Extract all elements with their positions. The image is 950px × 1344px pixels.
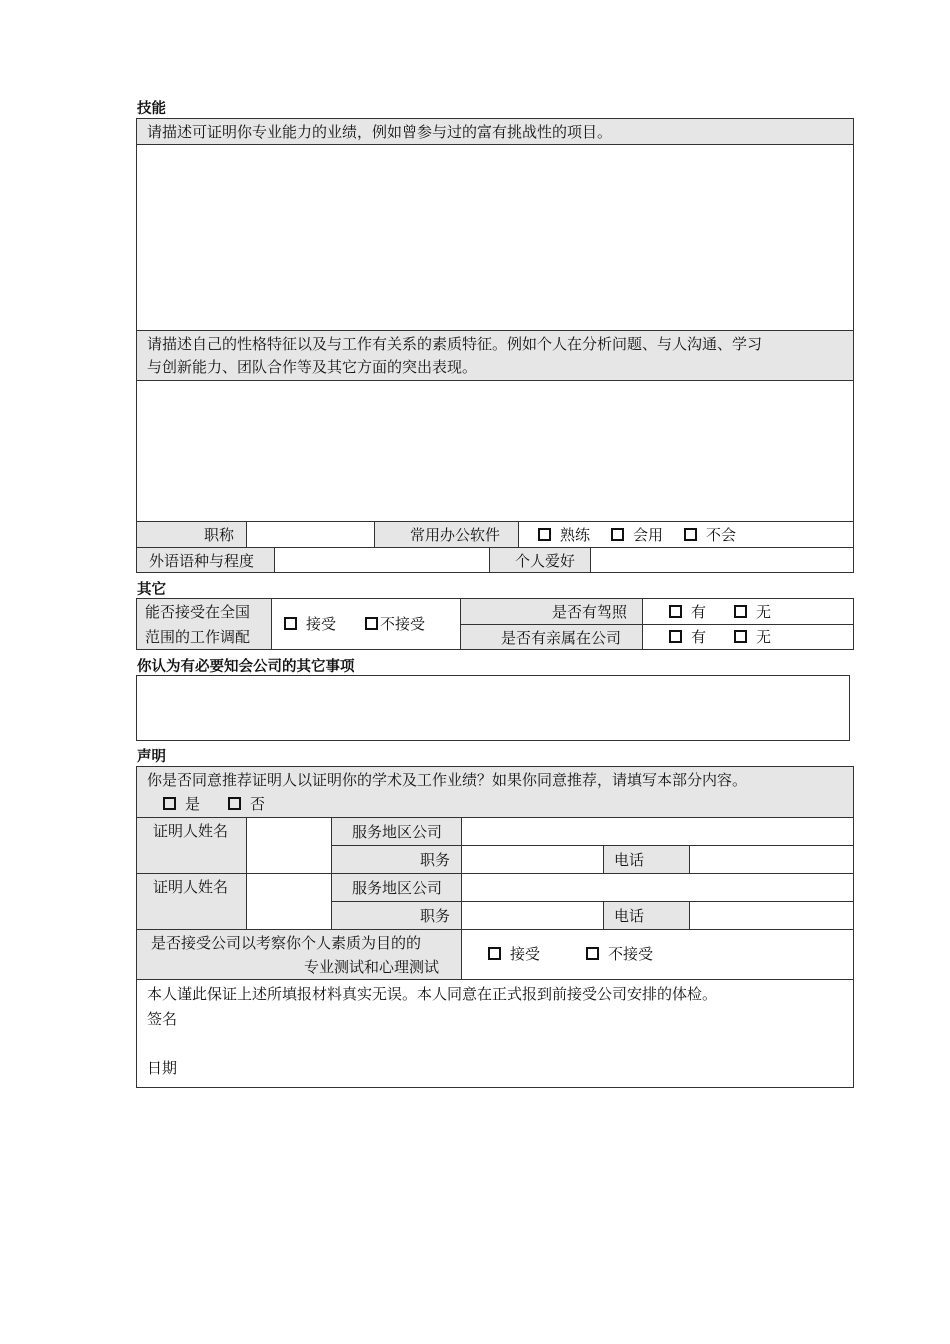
hobby-input[interactable] [590, 547, 854, 573]
title-label-cell [136, 521, 247, 548]
license-no-option[interactable]: 无 [734, 601, 771, 623]
referee-1-phone-input[interactable] [689, 845, 854, 874]
referee-question: 你是否同意推荐证明人以证明你的学术及工作业绩？如果你同意推荐，请填写本部分内容。 [147, 771, 748, 789]
referee-1-position-input[interactable] [461, 845, 604, 874]
referee-1-company-label: 服务地区公司 [352, 823, 443, 841]
referee-2-company-label-cell [331, 873, 462, 902]
office-software-label: 常用办公软件 [410, 526, 501, 544]
relocation-accept-option[interactable]: 接受 [284, 613, 336, 635]
referee-question-row [136, 766, 854, 818]
test-question-cell [136, 929, 462, 980]
test-question-line1: 是否接受公司以考察你个人素质为目的的 [151, 934, 422, 952]
section-title-notice: 你认为有必要知会公司的其它事项 [137, 659, 355, 675]
language-input[interactable] [274, 547, 490, 573]
checkbox-icon [669, 605, 682, 618]
skills-answer-1-area[interactable] [136, 144, 854, 331]
relocation-options [271, 598, 461, 650]
date-label: 日期 [147, 1059, 178, 1077]
referee-2-phone-label-cell [603, 901, 690, 930]
referee-1-name-input[interactable] [246, 817, 332, 874]
checkbox-icon [684, 528, 697, 541]
referee-2-position-input[interactable] [461, 901, 604, 930]
language-label-cell [136, 547, 275, 573]
referee-1-position-label-cell [331, 845, 462, 874]
relocation-decline-option[interactable]: 不接受 [365, 613, 425, 635]
checkbox-icon [611, 528, 624, 541]
guarantee-block [136, 979, 854, 1088]
checkbox-icon [228, 797, 241, 810]
referee-2-phone-input[interactable] [689, 901, 854, 930]
signature-label: 签名 [147, 1010, 178, 1028]
checkbox-icon [586, 947, 599, 960]
referee-1-company-label-cell [331, 817, 462, 846]
license-label: 是否有驾照 [552, 603, 628, 621]
checkbox-icon [365, 617, 378, 630]
hobby-label: 个人爱好 [515, 552, 576, 570]
relative-yes-option[interactable]: 有 [669, 626, 706, 648]
office-software-label-cell [374, 521, 519, 548]
referee-2-position-label: 职务 [420, 907, 451, 925]
skills-question-1-row [136, 118, 854, 145]
title-input[interactable] [246, 521, 375, 548]
checkbox-icon [284, 617, 297, 630]
checkbox-icon [163, 797, 176, 810]
referee-1-position-label: 职务 [420, 851, 451, 869]
skills-question-2-line1: 请描述自己的性格特征以及与工作有关系的素质特征。例如个人在分析问题、与人沟通、学习 [147, 335, 763, 353]
relative-label: 是否有亲属在公司 [501, 629, 622, 647]
referee-2-company-label: 服务地区公司 [352, 879, 443, 897]
test-decline-option[interactable]: 不接受 [586, 943, 653, 965]
relative-options [642, 624, 854, 650]
referee-1-phone-label-cell [603, 845, 690, 874]
referee-yes-option[interactable]: 是 [163, 793, 200, 815]
skills-question-2-row [136, 330, 854, 381]
office-option-proficient[interactable]: 熟练 [538, 524, 590, 546]
guarantee-text: 本人谨此保证上述所填报材料真实无误。本人同意在正式报到前接受公司安排的体检。 [147, 985, 718, 1003]
section-title-skills: 技能 [137, 101, 166, 117]
office-option-none[interactable]: 不会 [684, 524, 736, 546]
skills-question-2-line2: 与创新能力、团队合作等及其它方面的突出表现。 [147, 358, 478, 376]
checkbox-icon [488, 947, 501, 960]
license-yes-option[interactable]: 有 [669, 601, 706, 623]
office-software-options [518, 521, 854, 548]
skills-question-1: 请描述可证明你专业能力的业绩，例如曾参与过的富有挑战性的项目。 [147, 123, 613, 141]
referee-2-name-label-cell [136, 873, 247, 930]
checkbox-icon [538, 528, 551, 541]
relocation-label-cell [136, 598, 272, 650]
referee-1-name-label: 证明人姓名 [153, 822, 229, 840]
office-option-basic[interactable]: 会用 [611, 524, 663, 546]
referee-1-name-label-cell [136, 817, 247, 874]
referee-2-position-label-cell [331, 901, 462, 930]
notice-input-area[interactable] [136, 675, 850, 741]
referee-2-name-input[interactable] [246, 873, 332, 930]
referee-2-company-input[interactable] [461, 873, 854, 902]
referee-no-option[interactable]: 否 [228, 793, 265, 815]
language-label: 外语语种与程度 [149, 552, 255, 570]
section-title-declaration: 声明 [137, 749, 166, 765]
relocation-label-line1: 能否接受在全国 [145, 603, 251, 621]
license-label-cell [460, 598, 643, 625]
checkbox-icon [734, 605, 747, 618]
relative-label-cell [460, 624, 643, 650]
referee-2-phone-label: 电话 [614, 907, 645, 925]
relative-no-option[interactable]: 无 [734, 626, 771, 648]
referee-2-name-label: 证明人姓名 [153, 878, 229, 896]
referee-1-company-input[interactable] [461, 817, 854, 846]
test-options [461, 929, 854, 980]
skills-answer-2-area[interactable] [136, 380, 854, 522]
referee-1-phone-label: 电话 [614, 851, 645, 869]
checkbox-icon [734, 630, 747, 643]
relocation-label-line2: 范围的工作调配 [145, 628, 251, 646]
checkbox-icon [669, 630, 682, 643]
license-options [642, 598, 854, 625]
hobby-label-cell [489, 547, 591, 573]
title-label: 职称 [204, 526, 235, 544]
section-title-other: 其它 [137, 582, 166, 598]
test-accept-option[interactable]: 接受 [488, 943, 540, 965]
test-question-line2: 专业测试和心理测试 [304, 958, 440, 976]
